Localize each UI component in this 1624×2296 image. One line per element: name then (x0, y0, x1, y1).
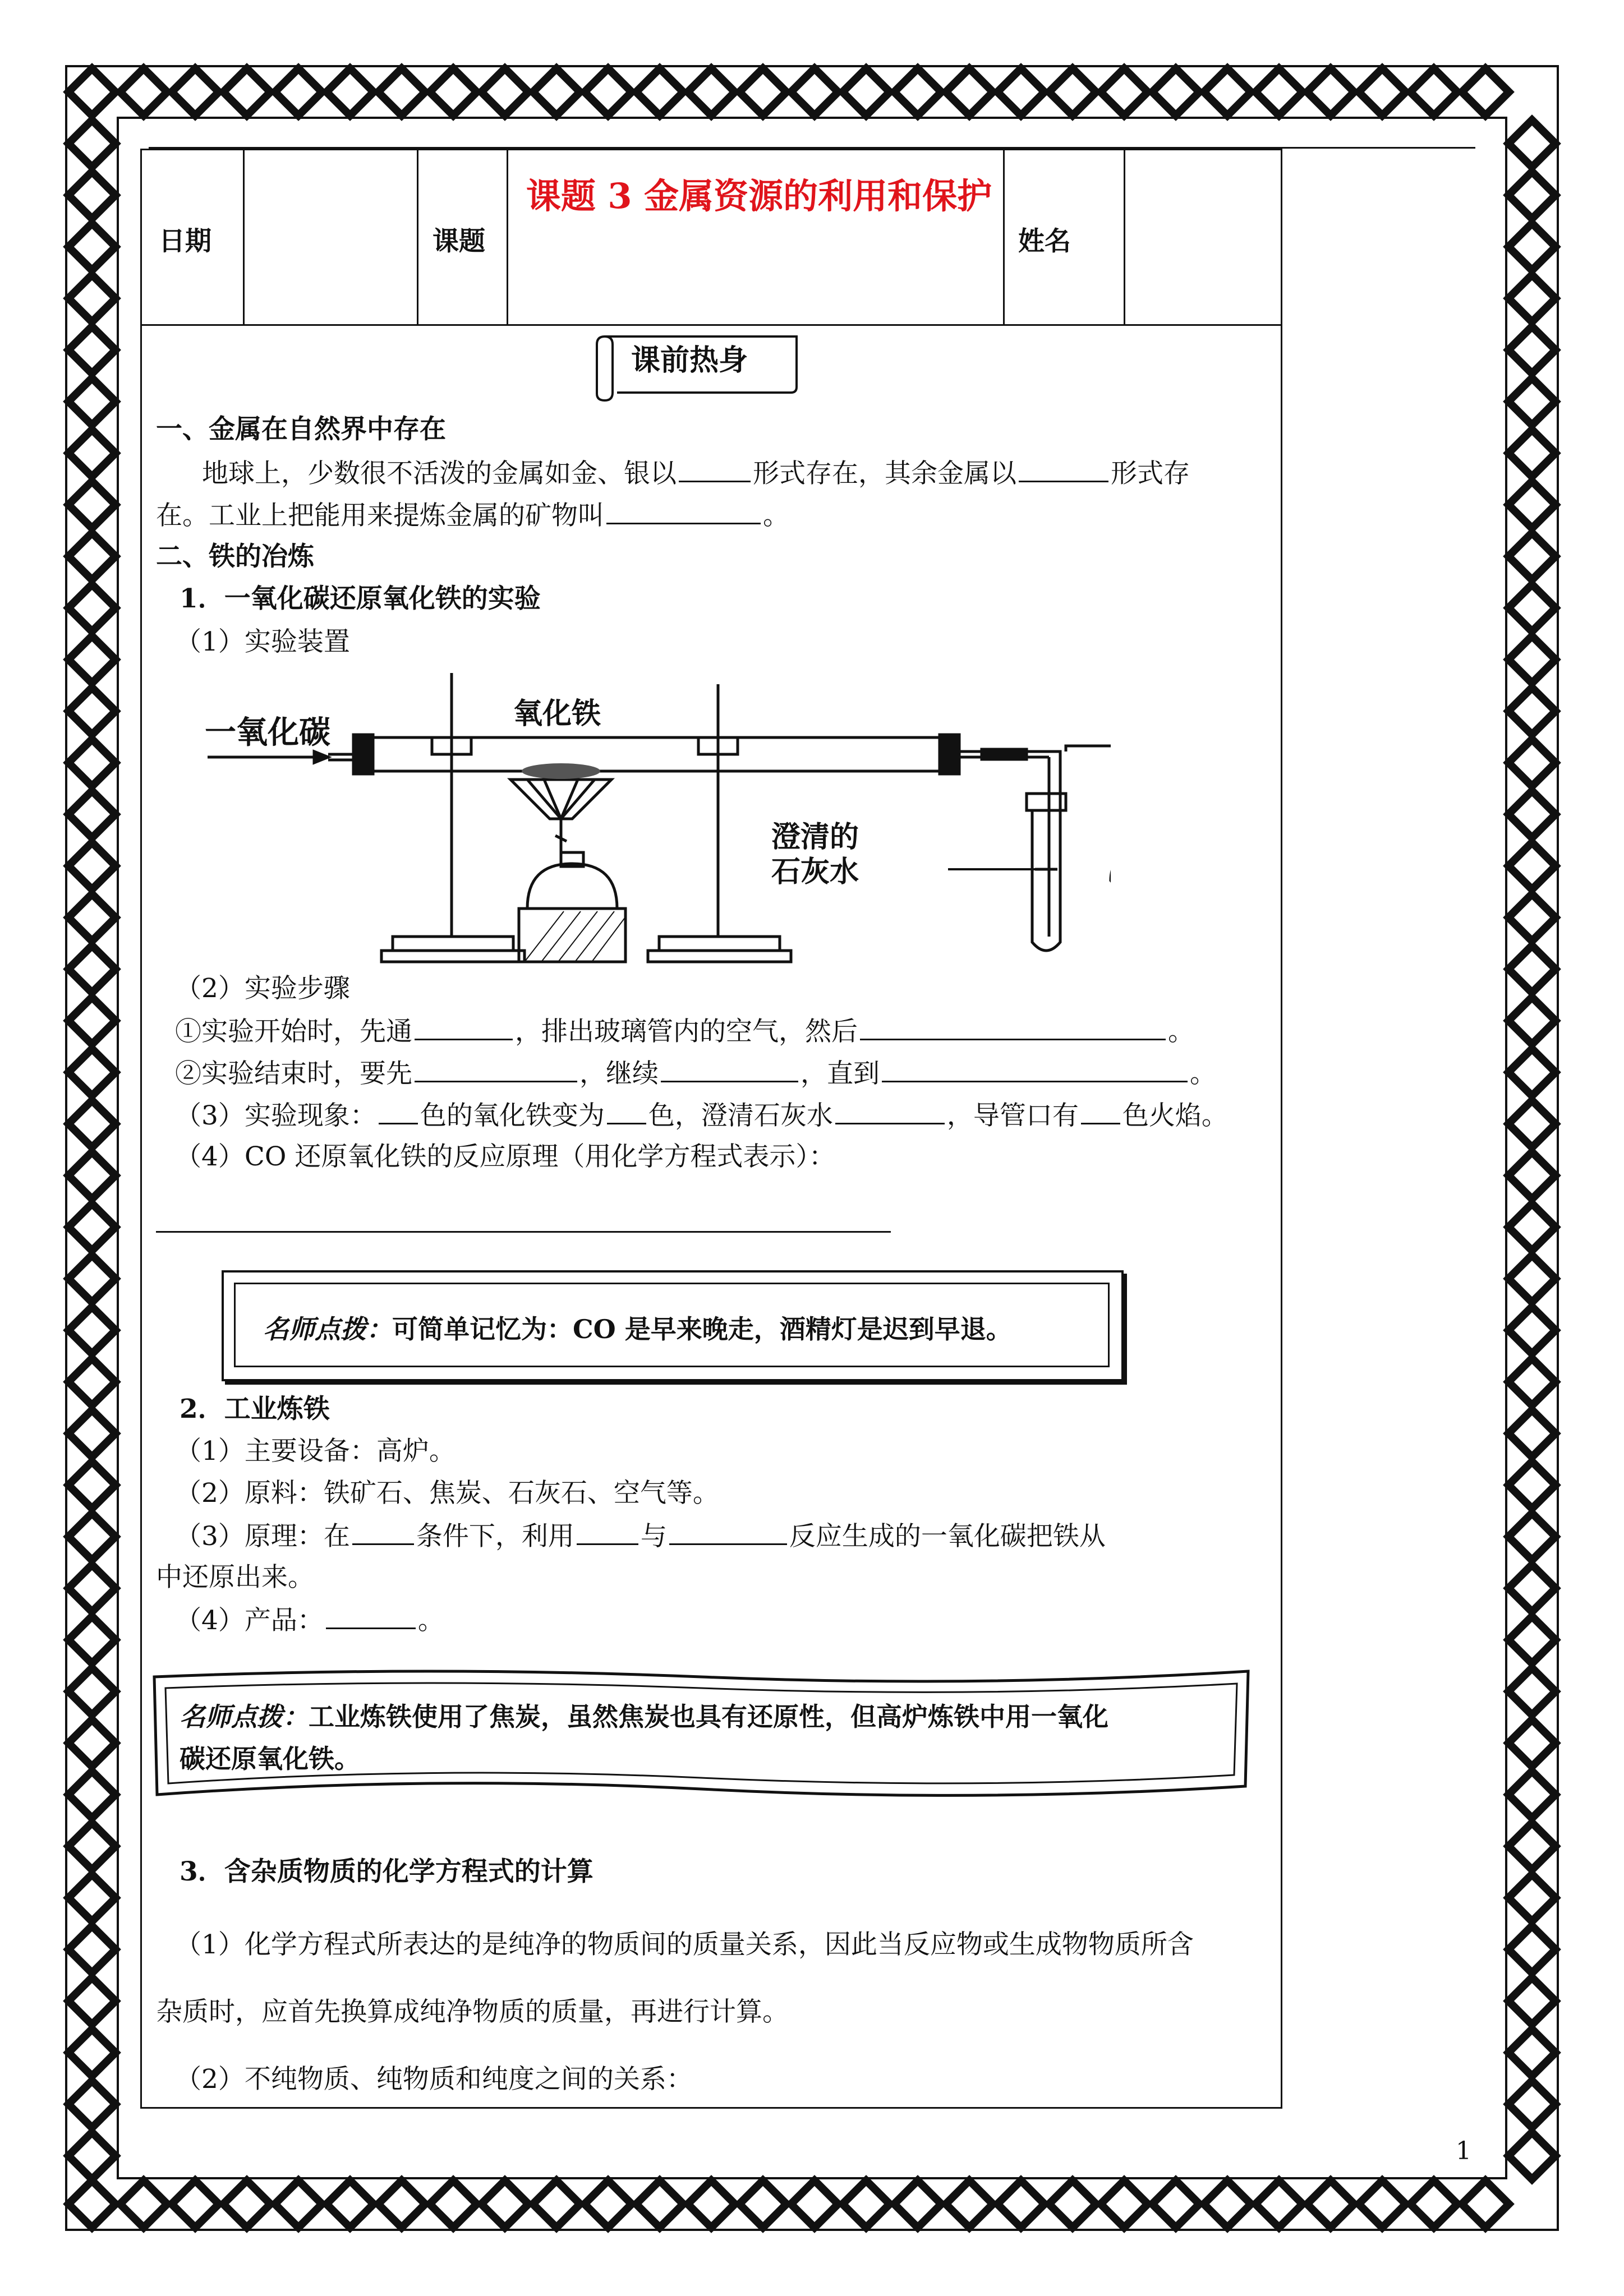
step2-line: ②实验结束时，要先 ，继续 ，直到 。 (175, 1058, 1216, 1089)
page-number: 1 (1456, 2137, 1471, 2165)
item-steps: （2）实验步骤 (175, 973, 350, 1004)
date-label: 日期 (159, 226, 211, 257)
scroll-banner: 课前热身 (631, 343, 748, 377)
section1-heading: 一、金属在自然界中存在 (156, 414, 446, 445)
tip-box-1 (222, 1270, 1124, 1381)
reaction-principle: （4）CO 还原氧化铁的反应原理（用化学方程式表示）： (175, 1141, 835, 1172)
calc-relationship: （2）不纯物质、纯物质和纯度之间的关系： (175, 2064, 693, 2095)
sub-heading-industrial: 2．工业炼铁 (180, 1394, 330, 1424)
industrial-product: （4）产品： 。 (175, 1605, 444, 1636)
sub-heading-co-experiment: 1．一氧化碳还原氧化铁的实验 (180, 583, 541, 614)
tip1-text: 可简单记忆为：CO 是早来晚走，酒精灯是迟到早退。 (392, 1314, 1012, 1344)
item-apparatus: （1）实验装置 (175, 626, 350, 657)
industrial-principle-line2: 中还原出来。 (156, 1562, 314, 1593)
section2-heading: 二、铁的冶炼 (156, 541, 314, 572)
calc-paragraph-line1: （1）化学方程式所表达的是纯净的物质间的质量关系，因此当反应物或生成物物质所含 (175, 1929, 1194, 1960)
calc-paragraph-line2: 杂质时，应首先换算成纯净物质的质量，再进行计算。 (156, 1997, 789, 2027)
header-top-rule (149, 147, 1475, 149)
sub-heading-impurity: 3．含杂质物质的化学方程式的计算 (180, 1856, 594, 1887)
tip-box-2-frame (149, 1660, 1254, 1811)
industrial-materials: （2）原料：铁矿石、焦炭、石灰石、空气等。 (175, 1478, 719, 1509)
step1-line: ①实验开始时，先通 ，排出玻璃管内的空气，然后 。 (175, 1016, 1194, 1047)
apparatus-diagram (168, 673, 1111, 970)
industrial-principle-line1: （3）原理：在 条件下，利用 与 反应生成的一氧化碳把铁从 (175, 1521, 1106, 1552)
tip1-lead: 名师点拨： (263, 1314, 392, 1344)
equation-blank-line (156, 1231, 891, 1233)
header-table (140, 149, 1282, 326)
section1-paragraph-line2: 在。工业上把能用来提炼金属的矿物叫 。 (156, 500, 789, 531)
limewater-label-1: 澄清的 (771, 820, 859, 854)
page-title: 课题 3 金属资源的利用和保护 (526, 176, 992, 216)
topic-label: 课题 (433, 226, 485, 257)
industrial-equipment: （1）主要设备：高炉。 (175, 1436, 456, 1467)
limewater-label-2: 石灰水 (771, 855, 859, 889)
phenomenon-line: （3）实验现象： 色的氧化铁变为 色，澄清石灰水 ，导管口有 色火焰。 (175, 1100, 1228, 1131)
tip2-line1: 名师点拨：工业炼铁使用了焦炭，虽然焦炭也具有还原性，但高炉炼铁中用一氧化 (180, 1702, 1108, 1732)
co-label: 一氧化碳 (205, 714, 330, 751)
tip2-line2: 碳还原氧化铁。 (180, 1744, 360, 1774)
section1-paragraph-line1: 地球上，少数很不活泼的金属如金、银以 形式存在，其余金属以 形式存 (202, 458, 1190, 489)
fe2o3-label: 氧化铁 (513, 697, 601, 731)
name-label: 姓名 (1018, 226, 1071, 257)
